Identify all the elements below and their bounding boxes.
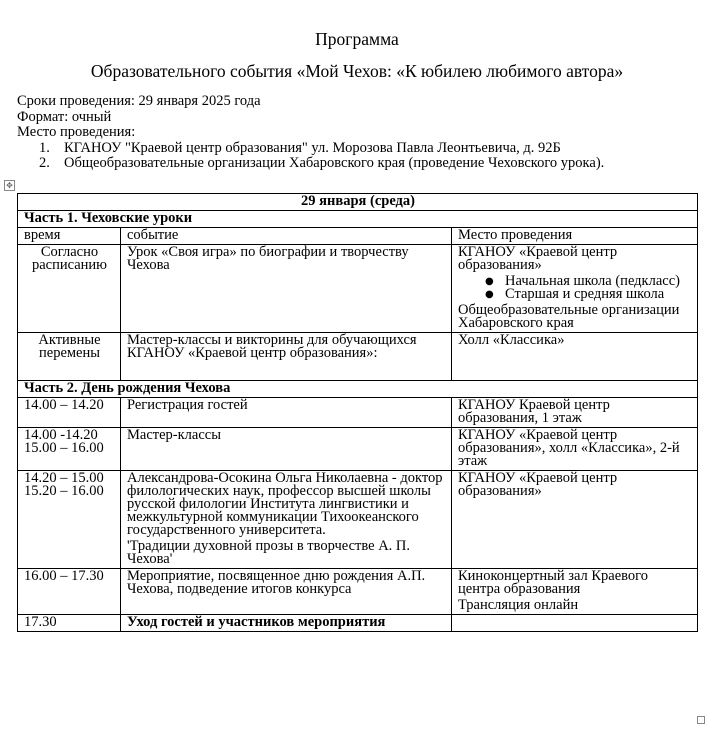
list-item-text: Старшая и средняя школа bbox=[505, 286, 665, 302]
venue-number: 2. bbox=[39, 155, 50, 171]
event-cell: Урок «Своя игра» по биографии и творчеству Чехова bbox=[121, 245, 452, 333]
event-place-label: Место проведения: bbox=[17, 124, 136, 140]
event-cell: Уход гостей и участников мероприятия bbox=[121, 615, 452, 632]
table-header-row bbox=[18, 228, 698, 245]
place-intro: КГАНОУ «Краевой центр образования» bbox=[458, 244, 618, 273]
time-cell: 16.00 – 17.30 bbox=[18, 569, 121, 615]
speaker-description: Александрова-Осокина Ольга Николаевна - доктор филологических наук, профессор высшей школы русской филологии Института лингвистики и межкультурной коммуникации Тихоокеанского государственного университета. bbox=[127, 470, 443, 538]
table-row bbox=[18, 333, 698, 381]
document-subtitle: Образовательного события «Мой Чехов: «К юбилею любимого автора» bbox=[90, 61, 624, 81]
time-cell: 17.30 bbox=[18, 615, 121, 632]
venue-number: 1. bbox=[39, 139, 50, 156]
event-dates: Сроки проведения: 29 января 2025 года bbox=[17, 93, 261, 109]
table-row bbox=[18, 245, 698, 333]
time-cell: 14.00 – 14.20 bbox=[18, 398, 121, 428]
event-cell: Мастер-классы и викторины для обучающихся КГАНОУ «Краевой центр образования»: bbox=[121, 333, 452, 381]
column-header-time: время bbox=[18, 228, 121, 245]
place-cell bbox=[452, 615, 698, 632]
table-row bbox=[18, 381, 698, 398]
place-cell bbox=[452, 245, 698, 333]
table-row bbox=[18, 428, 698, 471]
resize-handle-icon[interactable] bbox=[697, 716, 705, 724]
time-cell: Согласно расписанию bbox=[18, 245, 121, 333]
place-sublist bbox=[458, 275, 692, 301]
bullet-icon: ● bbox=[485, 289, 494, 300]
column-header-place: Место проведения bbox=[452, 228, 698, 245]
time-cell bbox=[18, 471, 121, 569]
place-secondary: Трансляция онлайн bbox=[458, 597, 579, 613]
lecture-title: 'Традиции духовной прозы в творчестве А. П. Чехова' bbox=[127, 538, 411, 567]
time-slot: 14.00 -14.20 bbox=[24, 427, 98, 443]
table-row bbox=[18, 471, 698, 569]
place-cell bbox=[452, 569, 698, 615]
part2-title: Часть 2. День рождения Чехова bbox=[18, 381, 698, 398]
venue-text: Общеобразовательные организации Хабаровского края (проведение Чеховского урока). bbox=[64, 155, 605, 171]
event-cell: Мастер-классы bbox=[121, 428, 452, 471]
place-cell: КГАНОУ Краевой центр образования, 1 этаж bbox=[452, 398, 698, 428]
time-slot: 15.20 – 16.00 bbox=[24, 483, 104, 499]
table-row bbox=[18, 211, 698, 228]
table-row bbox=[18, 398, 698, 428]
venue-item bbox=[17, 141, 604, 157]
time-slot: 15.00 – 16.00 bbox=[24, 440, 104, 456]
venue-text: КГАНОУ "Краевой центр образования" ул. Морозова Павла Леонтьевича, д. 92Б bbox=[64, 139, 561, 156]
list-item-text: Начальная школа (педкласс) bbox=[505, 273, 680, 289]
table-row bbox=[18, 569, 698, 615]
event-info bbox=[17, 94, 604, 172]
list-item bbox=[458, 288, 692, 301]
time-cell: Активные перемены bbox=[18, 333, 121, 381]
time-slot: 14.20 – 15.00 bbox=[24, 470, 104, 486]
place-cell: КГАНОУ «Краевой центр образования», холл «Классика», 2-й этаж bbox=[452, 428, 698, 471]
table-row bbox=[18, 194, 698, 211]
place-outro: Общеобразовательные организации Хабаровского края bbox=[458, 302, 680, 331]
event-cell: Регистрация гостей bbox=[121, 398, 452, 428]
place-primary: Киноконцертный зал Краевого центра образования bbox=[458, 568, 649, 597]
place-cell: Холл «Классика» bbox=[452, 333, 698, 381]
table-row bbox=[18, 615, 698, 632]
part1-title: Часть 1. Чеховские уроки bbox=[18, 211, 698, 228]
schedule-table bbox=[17, 193, 698, 632]
event-cell: Мероприятие, посвященное дню рождения А.П. Чехова, подведение итогов конкурса bbox=[121, 569, 452, 615]
event-cell bbox=[121, 471, 452, 569]
column-header-event: событие bbox=[121, 228, 452, 245]
event-format: Формат: очный bbox=[17, 108, 112, 125]
venue-item bbox=[17, 156, 604, 172]
place-cell: КГАНОУ «Краевой центр образования» bbox=[452, 471, 698, 569]
bullet-icon: ● bbox=[485, 276, 494, 287]
document-title: Программа bbox=[315, 29, 399, 49]
day-header: 29 января (среда) bbox=[18, 194, 698, 211]
time-cell bbox=[18, 428, 121, 471]
venue-list bbox=[17, 141, 604, 172]
move-anchor-icon[interactable]: ✥ bbox=[4, 180, 15, 191]
